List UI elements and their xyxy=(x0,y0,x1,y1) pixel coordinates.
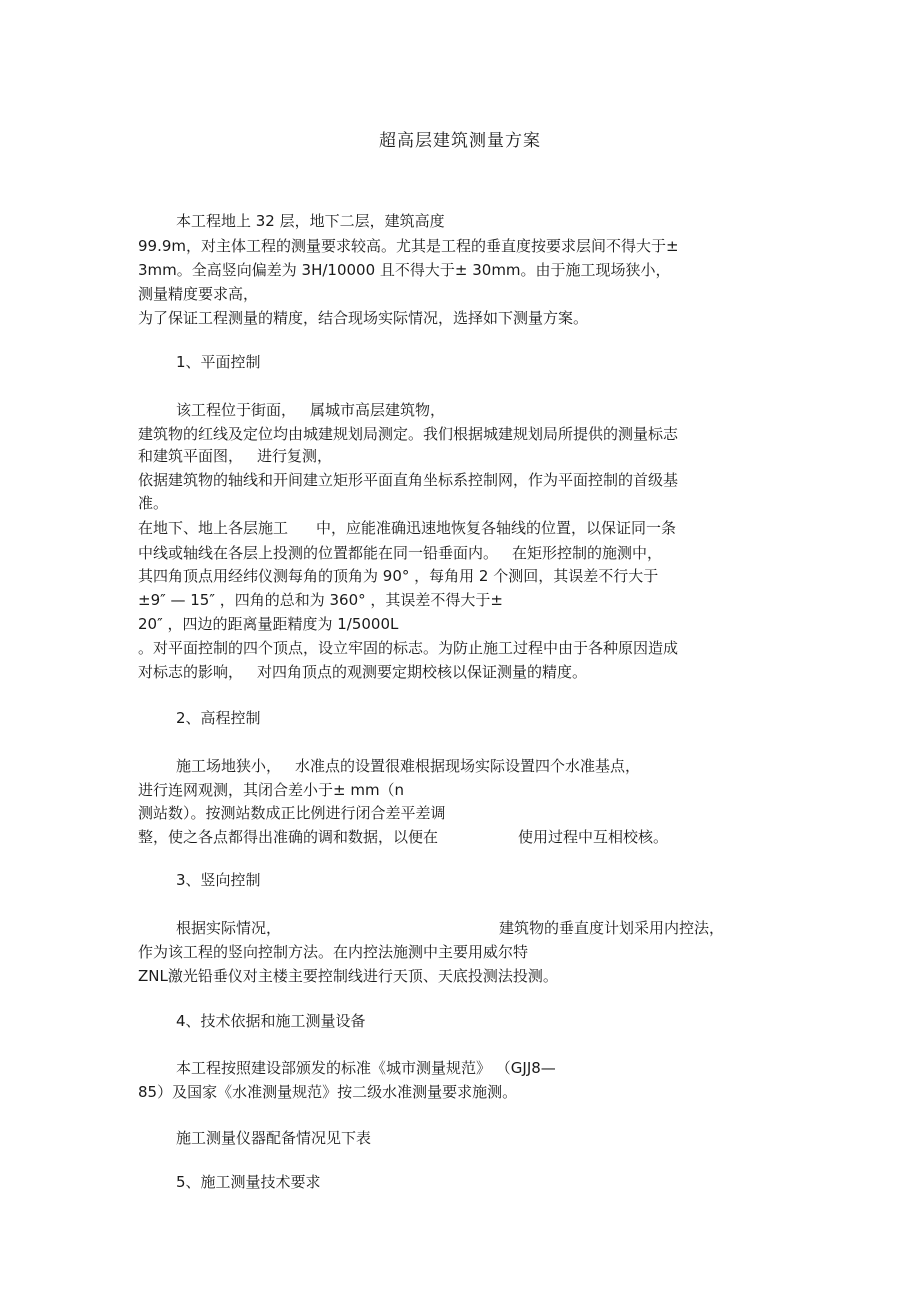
s1-line-11: 。对平面控制的四个顶点，设立牢固的标志。为防止施工过程中由于各种原因造成 xyxy=(138,639,679,657)
s3-line-1 xyxy=(176,918,724,938)
s1-line-5: 准。 xyxy=(138,494,169,512)
s1-line-7a: 中线或轴线在各层上投测的位置都能在同一铅垂面内。 xyxy=(138,544,499,562)
section-2-heading: 2、高程控制 xyxy=(176,709,261,727)
s1-line-4: 依据建筑物的轴线和开间建立矩形平面直角坐标系控制网，作为平面控制的首级基 xyxy=(138,471,679,489)
s2-line-4a: 整，使之各点都得出准确的调和数据，以便在 xyxy=(138,828,439,846)
s1-line-3a: 和建筑平面图， xyxy=(138,447,244,465)
s4-line-2: 85）及国家《水准测量规范》按二级水准测量要求施测。 xyxy=(138,1083,518,1101)
s1-line-8: 其四角顶点用经纬仪测每角的顶角为 90° ，每角用 2 个测回，其误差不行大于 xyxy=(138,567,659,585)
s3-line-1a: 根据实际情况， xyxy=(176,919,282,937)
s2-line-1a: 施工场地狭小， xyxy=(176,757,282,775)
s1-line-1 xyxy=(176,400,445,420)
section-1-heading: 1、平面控制 xyxy=(176,353,261,371)
section-4-heading: 4、技术依据和施工测量设备 xyxy=(176,1012,366,1030)
s1-line-6a: 在地下、地上各层施工 xyxy=(138,519,289,537)
s2-line-1 xyxy=(176,756,640,776)
s4-line-3: 施工测量仪器配备情况见下表 xyxy=(176,1129,372,1147)
s2-line-4 xyxy=(138,827,668,847)
s3-line-1b: 建筑物的垂直度计划采用内控法， xyxy=(499,919,725,937)
intro-line-4: 测量精度要求高， xyxy=(138,285,259,303)
s1-line-9: ±9″ — 15″ ，四角的总和为 360° ，其误差不得大于± xyxy=(138,591,503,609)
s1-line-1b: 属城市高层建筑物， xyxy=(310,401,446,419)
s3-line-3: ZNL激光铅垂仪对主楼主要控制线进行天顶、天底投测法投测。 xyxy=(138,967,558,985)
s1-line-3b: 进行复测， xyxy=(257,447,333,465)
intro-line-5: 为了保证工程测量的精度，结合现场实际情况，选择如下测量方案。 xyxy=(138,309,589,327)
s1-line-10: 20″ ，四边的距离量距精度为 1/5000L xyxy=(138,615,399,633)
page-title: 超高层建筑测量方案 xyxy=(379,131,541,151)
s1-line-12a: 对标志的影响， xyxy=(138,663,244,681)
s2-line-4b: 使用过程中互相校核。 xyxy=(518,828,669,846)
s1-line-3 xyxy=(138,446,332,466)
intro-line-2: 99.9m，对主体工程的测量要求较高。尤其是工程的垂直度按要求层间不得大于± xyxy=(138,237,679,255)
section-5-heading: 5、施工测量技术要求 xyxy=(176,1173,321,1191)
s2-line-2: 进行连网观测，其闭合差小于± mm（n xyxy=(138,781,405,799)
s1-line-1a: 该工程位于街面， xyxy=(176,401,297,419)
s1-line-2: 建筑物的红线及定位均由城建规划局测定。我们根据城建规划局所提供的测量标志 xyxy=(138,425,679,443)
s1-line-12b: 对四角顶点的观测要定期校核以保证测量的精度。 xyxy=(257,663,588,681)
s4-line-1: 本工程按照建设部颁发的标准《城市测量规范》 （GJJ8— xyxy=(176,1059,556,1077)
s1-line-12 xyxy=(138,662,587,682)
s1-line-7 xyxy=(138,543,662,563)
s1-line-7b: 在矩形控制的施测中， xyxy=(512,544,663,562)
intro-line-1: 本工程地上 32 层，地下二层，建筑高度 xyxy=(176,212,445,230)
intro-line-3: 3mm。全高竖向偏差为 3H/10000 且不得大于± 30mm。由于施工现场狭小， xyxy=(138,261,671,279)
s3-line-2: 作为该工程的竖向控制方法。在内控法施测中主要用威尔特 xyxy=(138,943,529,961)
section-3-heading: 3、竖向控制 xyxy=(176,871,261,889)
s1-line-6b: 中，应能准确迅速地恢复各轴线的位置，以保证同一条 xyxy=(316,519,677,537)
s2-line-1b: 水准点的设置很难根据现场实际设置四个水准基点， xyxy=(295,757,641,775)
s1-line-6 xyxy=(138,518,676,538)
s2-line-3: 测站数）。按测站数成正比例进行闭合差平差调 xyxy=(138,804,446,822)
